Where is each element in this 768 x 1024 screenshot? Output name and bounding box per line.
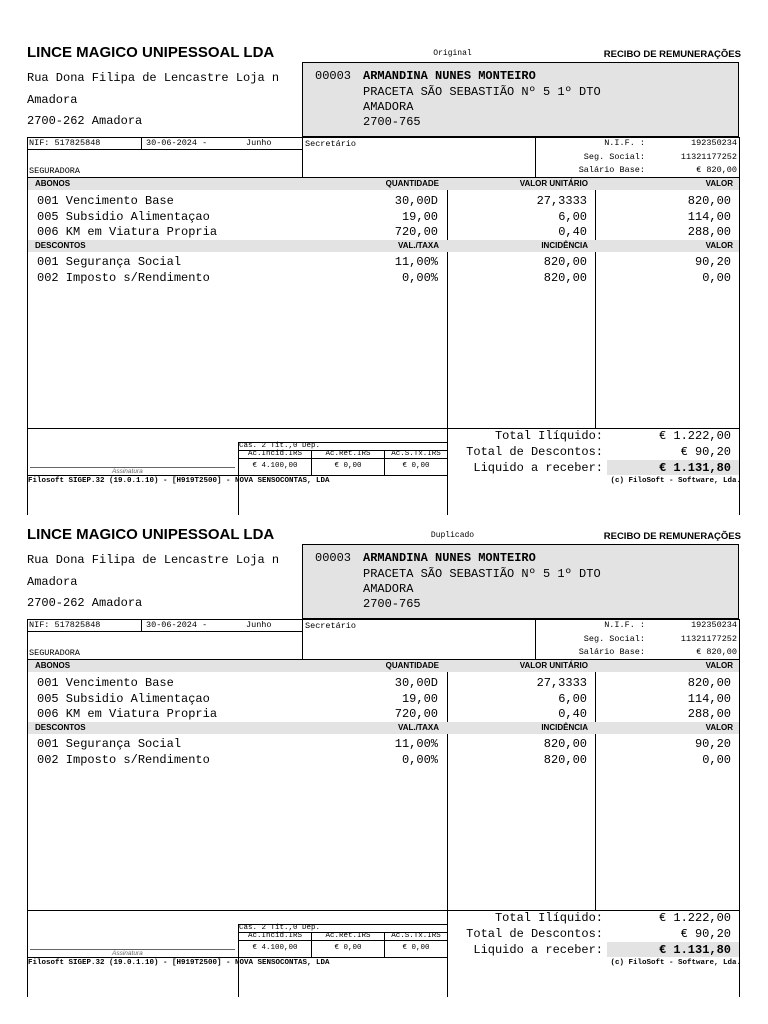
total-gross: € 1.222,00 xyxy=(658,911,731,925)
payslip xyxy=(0,44,768,526)
item-description: 002 Imposto s/Rendimento xyxy=(37,752,210,767)
employee-nif: 192350234 xyxy=(691,620,737,630)
abonos-header: ABONOS xyxy=(35,179,71,188)
item-description: 005 Subsidio Alimentaçao xyxy=(37,209,210,224)
tax-status: Cas. 2 Tit.,0 Dep. xyxy=(239,442,321,450)
company-name: LINCE MAGICO UNIPESSOAL LDA xyxy=(27,526,275,543)
acc-stx-irs: € 0,00 xyxy=(402,462,430,470)
company-address-line: Amadora xyxy=(27,93,78,107)
total-deductions: € 90,20 xyxy=(680,445,731,459)
item-value: 288,00 xyxy=(687,707,731,721)
item-description: 001 Vencimento Base xyxy=(37,676,174,690)
insurer: SEGURADORA xyxy=(29,166,81,176)
signature-label: Assinatura xyxy=(112,468,143,475)
unit-value-header: VALOR UNITÁRIO xyxy=(519,179,588,188)
item-description: 006 KM em Viatura Propria xyxy=(37,707,218,721)
value-header: VALOR xyxy=(705,723,733,732)
item-unit-value: 820,00 xyxy=(543,737,587,751)
base-salary: € 820,00 xyxy=(696,165,737,175)
copy-label: Original xyxy=(433,49,472,58)
employee-code: 00003 xyxy=(315,69,352,83)
net-pay: € 1.131,80 xyxy=(658,461,731,475)
descontos-header: DESCONTOS xyxy=(35,241,86,250)
social-security-label: Seg. Social: xyxy=(583,634,645,644)
item-description: 001 Segurança Social xyxy=(37,737,182,751)
pay-month: Junho xyxy=(246,138,272,148)
employee-nif-label: N.I.F. : xyxy=(604,620,645,630)
descontos-header: DESCONTOS xyxy=(35,723,86,732)
social-security: 11321177252 xyxy=(680,152,737,162)
item-quantity: 0,00% xyxy=(401,270,438,285)
incidence-header: INCIDÊNCIA xyxy=(541,723,588,732)
value-header: VALOR xyxy=(705,241,733,250)
item-quantity: 11,00% xyxy=(394,255,438,269)
software-footer: Filosoft SIGEP.32 (19.0.1.10) - [H919T2500] - NOVA SENSOCONTAS, LDA xyxy=(28,477,330,485)
acc-ret-irs-label: Ac.Ret.IRS xyxy=(325,932,371,940)
social-security: 11321177252 xyxy=(680,634,737,644)
company-nif: NIF: 517825848 xyxy=(29,138,101,148)
acc-ret-irs: € 0,00 xyxy=(334,462,362,470)
net-pay: € 1.131,80 xyxy=(658,943,731,957)
item-value: 0,00 xyxy=(702,752,731,767)
item-unit-value: 27,3333 xyxy=(536,676,587,690)
item-value: 820,00 xyxy=(687,676,731,690)
company-address-line: Rua Dona Filipa de Lencastre Loja n xyxy=(27,71,280,85)
item-description: 005 Subsidio Alimentaçao xyxy=(37,691,210,706)
acc-ret-irs-label: Ac.Ret.IRS xyxy=(325,450,371,458)
item-value: 90,20 xyxy=(694,255,731,269)
employee-name: ARMANDINA NUNES MONTEIRO xyxy=(363,69,536,83)
receipt-title: RECIBO DE REMUNERAÇÕES xyxy=(603,49,741,60)
item-description: 006 KM em Viatura Propria xyxy=(37,225,218,239)
total-deductions: € 90,20 xyxy=(680,927,731,941)
copyright-footer: (c) FiloSoft - Software, Lda. xyxy=(610,959,741,967)
item-value: 0,00 xyxy=(702,270,731,285)
item-description: 001 Vencimento Base xyxy=(37,194,174,208)
payslip xyxy=(0,526,768,1008)
total-gross: € 1.222,00 xyxy=(658,429,731,443)
employee-postal: 2700-765 xyxy=(363,115,421,129)
employee-city: AMADORA xyxy=(363,100,414,114)
employee-nif-label: N.I.F. : xyxy=(604,138,645,148)
value-header: VALOR xyxy=(705,179,733,188)
net-pay-label: Liquido a receber: xyxy=(473,461,603,475)
item-unit-value: 0,40 xyxy=(558,225,587,239)
employee-city: AMADORA xyxy=(363,582,414,596)
company-name: LINCE MAGICO UNIPESSOAL LDA xyxy=(27,44,275,61)
item-value: 820,00 xyxy=(687,194,731,208)
item-description: 001 Segurança Social xyxy=(37,255,182,269)
copyright-footer: (c) FiloSoft - Software, Lda. xyxy=(610,477,741,485)
item-unit-value: 820,00 xyxy=(543,752,587,767)
acc-stx-irs-label: Ac.S.Tx.IRS xyxy=(391,932,441,940)
item-quantity: 11,00% xyxy=(394,737,438,751)
insurer: SEGURADORA xyxy=(29,648,81,658)
item-quantity: 720,00 xyxy=(394,225,438,239)
item-quantity: 19,00 xyxy=(401,691,438,706)
net-pay-label: Liquido a receber: xyxy=(473,943,603,957)
total-deductions-label: Total de Descontos: xyxy=(466,927,603,941)
company-address-line: Amadora xyxy=(27,575,78,589)
tax-status: Cas. 2 Tit.,0 Dep. xyxy=(239,924,321,932)
value-header: VALOR xyxy=(705,661,733,670)
employee-postal: 2700-765 xyxy=(363,597,421,611)
total-gross-label: Total Ilíquido: xyxy=(494,429,603,443)
employee-box xyxy=(302,62,739,137)
pay-date: 30-06-2024 - xyxy=(146,138,208,148)
signature-label: Assinatura xyxy=(112,950,143,957)
total-gross-label: Total Ilíquido: xyxy=(494,911,603,925)
item-unit-value: 6,00 xyxy=(558,691,587,706)
rate-header: VAL./TAXA xyxy=(397,241,439,250)
copy-label: Duplicado xyxy=(430,531,475,540)
base-salary-label: Salário Base: xyxy=(578,165,645,175)
rate-header: VAL./TAXA xyxy=(397,723,439,732)
item-quantity: 720,00 xyxy=(394,707,438,721)
employee-box xyxy=(302,544,739,619)
total-deductions-label: Total de Descontos: xyxy=(466,445,603,459)
item-quantity: 19,00 xyxy=(401,209,438,224)
software-footer: Filosoft SIGEP.32 (19.0.1.10) - [H919T2500] - NOVA SENSOCONTAS, LDA xyxy=(28,959,330,967)
item-unit-value: 820,00 xyxy=(543,255,587,269)
unit-value-header: VALOR UNITÁRIO xyxy=(519,661,588,670)
base-salary: € 820,00 xyxy=(696,647,737,657)
item-value: 114,00 xyxy=(687,691,731,706)
item-unit-value: 820,00 xyxy=(543,270,587,285)
item-quantity: 0,00% xyxy=(401,752,438,767)
quantity-header: QUANTIDADE xyxy=(385,179,439,188)
employee-name: ARMANDINA NUNES MONTEIRO xyxy=(363,551,536,565)
receipt-title: RECIBO DE REMUNERAÇÕES xyxy=(603,531,741,542)
employee-code: 00003 xyxy=(315,551,352,565)
company-address-line: 2700-262 Amadora xyxy=(27,596,143,610)
quantity-header: QUANTIDADE xyxy=(385,661,439,670)
employee-address: PRACETA SÃO SEBASTIÃO Nº 5 1º DTO xyxy=(363,85,601,99)
company-address-line: 2700-262 Amadora xyxy=(27,114,143,128)
item-quantity: 30,00D xyxy=(394,194,438,208)
item-unit-value: 6,00 xyxy=(558,209,587,224)
base-salary-label: Salário Base: xyxy=(578,647,645,657)
item-unit-value: 27,3333 xyxy=(536,194,587,208)
incidence-header: INCIDÊNCIA xyxy=(541,241,588,250)
acc-ret-irs: € 0,00 xyxy=(334,944,362,952)
acc-stx-irs-label: Ac.S.Tx.IRS xyxy=(391,450,441,458)
item-value: 288,00 xyxy=(687,225,731,239)
item-quantity: 30,00D xyxy=(394,676,438,690)
employee-nif: 192350234 xyxy=(691,138,737,148)
employee-job: Secretário xyxy=(305,139,357,149)
employee-address: PRACETA SÃO SEBASTIÃO Nº 5 1º DTO xyxy=(363,567,601,581)
item-value: 90,20 xyxy=(694,737,731,751)
employee-job: Secretário xyxy=(305,621,357,631)
social-security-label: Seg. Social: xyxy=(583,152,645,162)
company-nif: NIF: 517825848 xyxy=(29,620,101,630)
pay-date: 30-06-2024 - xyxy=(146,620,208,630)
acc-stx-irs: € 0,00 xyxy=(402,944,430,952)
item-value: 114,00 xyxy=(687,209,731,224)
acc-incid-irs: € 4.100,00 xyxy=(252,944,298,952)
item-unit-value: 0,40 xyxy=(558,707,587,721)
pay-month: Junho xyxy=(246,620,272,630)
abonos-header: ABONOS xyxy=(35,661,71,670)
acc-incid-irs: € 4.100,00 xyxy=(252,462,298,470)
company-address-line: Rua Dona Filipa de Lencastre Loja n xyxy=(27,553,280,567)
acc-incid-irs-label: Ac.Incid.IRS xyxy=(247,932,302,940)
acc-incid-irs-label: Ac.Incid.IRS xyxy=(247,450,302,458)
item-description: 002 Imposto s/Rendimento xyxy=(37,270,210,285)
